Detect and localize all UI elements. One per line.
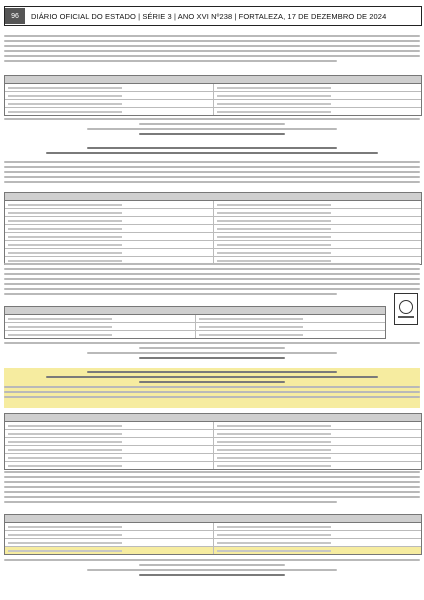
section-1-text: [4, 32, 420, 65]
page-number: 96: [5, 8, 25, 24]
section-3-closing: [4, 556, 420, 579]
section-2-heading: [4, 144, 420, 157]
section-3-course-table: [4, 413, 422, 470]
section-1-closing: [4, 115, 420, 138]
page-header: [4, 6, 422, 26]
section-2-course-table: [4, 192, 422, 265]
section-2-costs-table: [4, 306, 386, 339]
journal-title: DIÁRIO OFICIAL DO ESTADO | SÉRIE 3 | ANO XVI Nº238 | FORTALEZA, 17 DE DEZEMBRO DE 2024: [31, 11, 387, 21]
section-2-body: [4, 260, 420, 298]
section-2-text: [4, 158, 420, 186]
section-1-table: [4, 75, 422, 116]
section-2-closing: [4, 339, 420, 362]
section-3-body: [4, 468, 420, 506]
certification-seal: [394, 293, 418, 325]
section-3-highlighted-heading: [4, 368, 420, 408]
section-3-costs-table: [4, 514, 422, 555]
